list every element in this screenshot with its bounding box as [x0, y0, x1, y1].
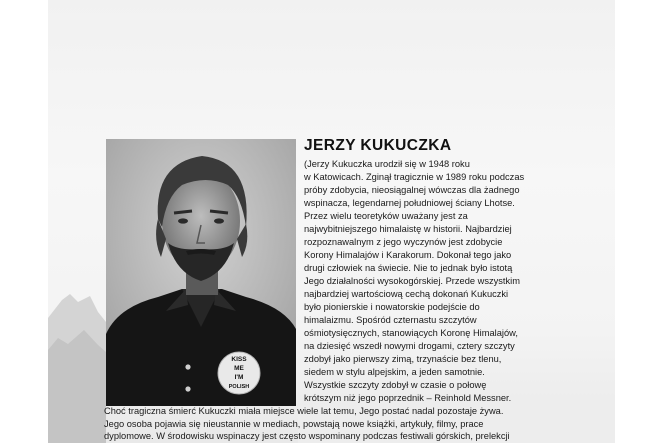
- body-line: dyplomowe. W środowisku wspinaczy jest często wspominany podczas festiwali górskich, prelekcji: [104, 431, 510, 441]
- bio-line: Korony Himalajów i Karakorum. Dokonał tego jako: [304, 250, 512, 260]
- bio-line: (Jerzy Kukuczka urodził się w 1948 roku: [304, 159, 470, 169]
- bio-line: na dziesięć wszedł nowymi drogami, cztery szczyty: [304, 341, 515, 351]
- portrait-illustration: [106, 139, 296, 406]
- badge-line: KISS: [231, 356, 247, 363]
- body-line: Choć tragiczna śmierć Kukuczki miała miejsce wiele lat temu, Jego postać nadal pozostaje żywa.: [104, 406, 504, 416]
- bio-line: najwybitniejszego himalaistę w historii. Najbardziej: [304, 224, 512, 234]
- bio-line: najbardziej wartościową cechą dokonań Kukuczki: [304, 289, 509, 299]
- bio-line: drugi człowiek na świecie. Nie to jednak było istotą: [304, 263, 513, 273]
- bio-line: rozpoznawalnym z jego wyczynów jest zdobycie: [304, 237, 503, 247]
- bio-line: wspinacza, legendarnej południowej ściany Lhotse.: [304, 198, 515, 208]
- bio-line: było pionierskie i nowatorskie podejście do: [304, 302, 480, 312]
- bio-line: Wszystkie szczyty zdobył w czasie o połowę: [304, 380, 487, 390]
- badge-line: POLISH: [228, 384, 250, 390]
- bio-line: krótszym niż jego poprzednik – Reinhold Messner.: [304, 393, 512, 403]
- page-title: JERZY KUKUCZKA: [304, 137, 452, 154]
- bio-paragraph: [304, 158, 604, 405]
- bio-line: zdobył jako pierwszy zimą, trzynaście bez tlenu,: [304, 354, 502, 364]
- badge-line: I'M: [234, 374, 244, 381]
- body-paragraph: [104, 405, 614, 443]
- portrait-photo: [106, 139, 296, 406]
- bio-line: ośmiotysięcznych, stanowiących Koronę Himalajów,: [304, 328, 518, 338]
- body-line: Jego osoba pojawia się nieustannie w mediach, powstają nowe książki, artykuły, filmy, prace: [104, 418, 484, 429]
- bio-line: próby zdobycia, nieosiągalnej wówczas dla żadnego: [304, 185, 520, 195]
- badge-line: ME: [234, 365, 244, 372]
- bio-line: w Katowicach. Zginął tragicznie w 1989 roku podczas: [304, 172, 525, 182]
- kiss-me-badge: [218, 352, 260, 394]
- bio-line: siedem w stylu alpejskim, a jeden samotnie.: [304, 367, 485, 377]
- bio-line: Przez wielu teoretyków uważany jest za: [304, 211, 468, 221]
- bio-line: himalaizmu. Spośród czternastu szczytów: [304, 315, 477, 325]
- bio-line: Jego działalności wysokogórskiej. Przede wszystkim: [304, 276, 520, 286]
